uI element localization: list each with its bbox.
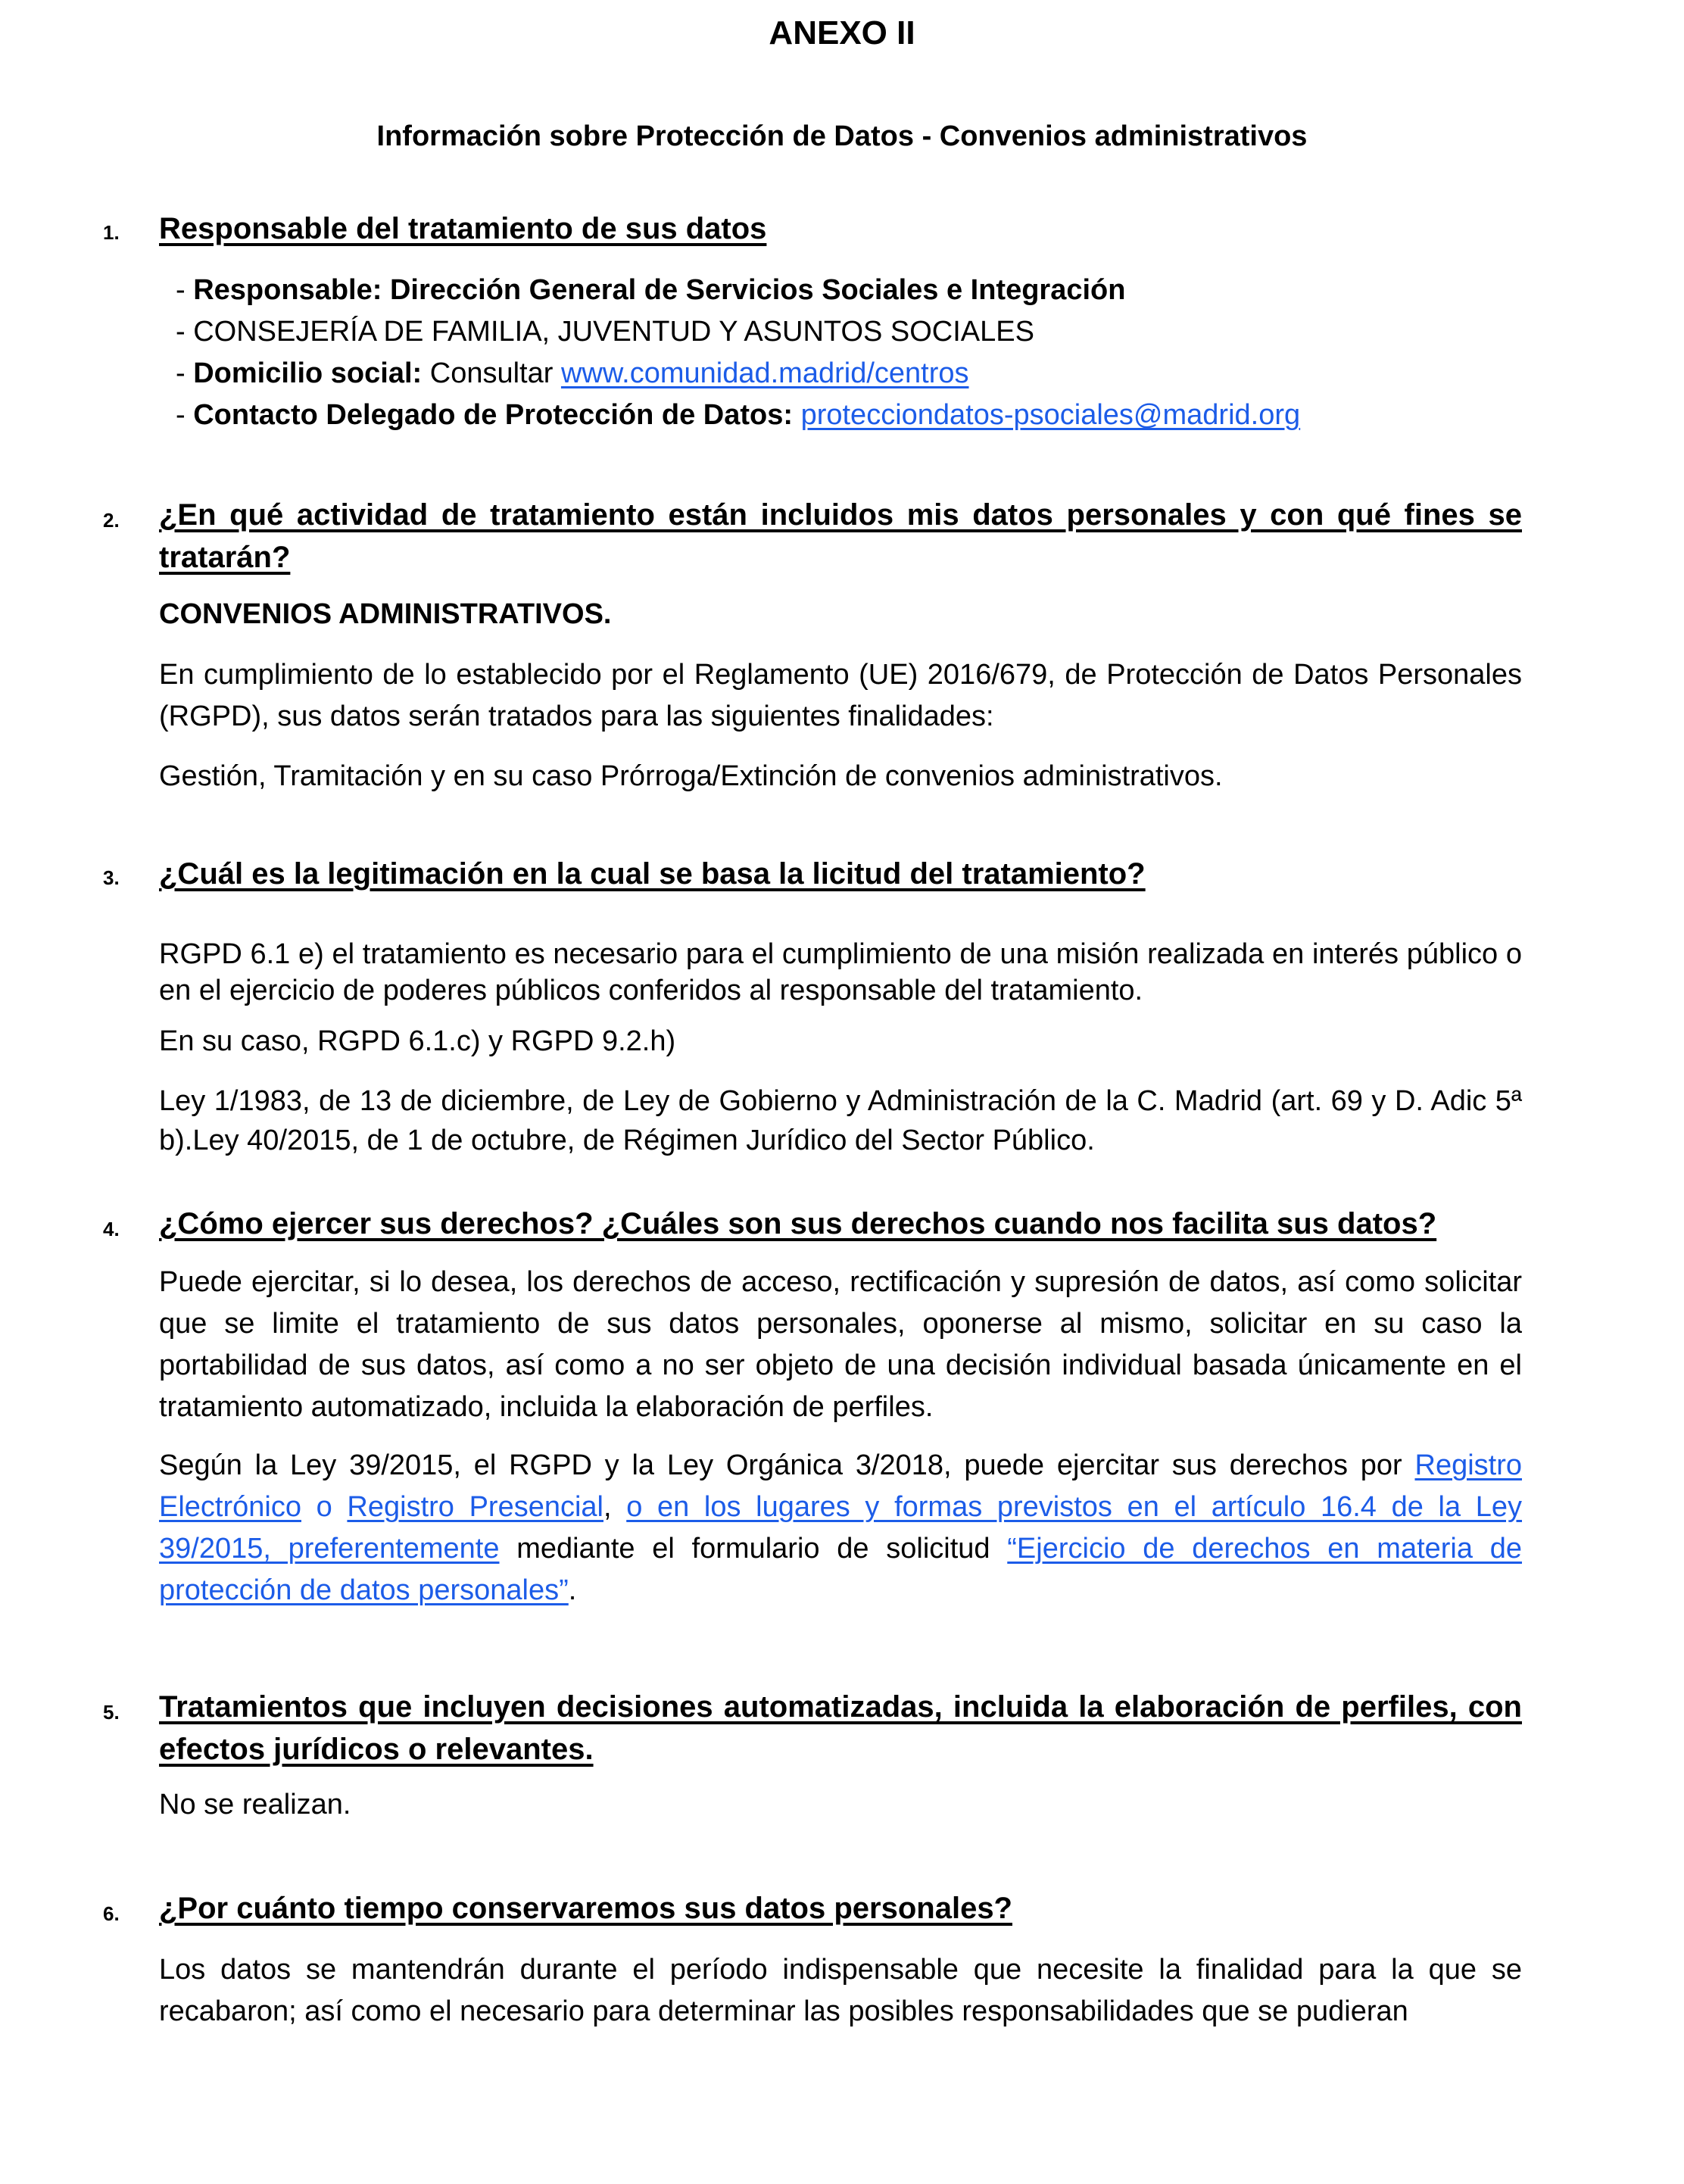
section-heading: ¿Cuál es la legitimación en la cual se basa la licitud del tratamiento? <box>159 857 1146 891</box>
paragraph: No se realizan. <box>159 1789 351 1821</box>
contacto-label: Contacto Delegado de Protección de Datos: <box>193 399 794 431</box>
rights-paragraph <box>159 1445 1522 1611</box>
paragraph: Gestión, Tramitación y en su caso Prórroga/Extinción de convenios administrativos. <box>159 760 1223 792</box>
list-item-domicilio <box>176 353 969 395</box>
list-dash: - <box>176 357 194 389</box>
paragraph: En su caso, RGPD 6.1.c) y RGPD 9.2.h) <box>159 1025 676 1057</box>
rights-text: . <box>568 1574 577 1606</box>
section-heading: ¿Por cuánto tiempo conservaremos sus datos personales? <box>159 1892 1012 1925</box>
section-subheading: CONVENIOS ADMINISTRATIVOS. <box>159 598 612 630</box>
section-heading: Tratamientos que incluyen decisiones automatizadas, incluida la elaboración de perfiles, con efectos jurídicos o relevantes. <box>159 1690 1522 1766</box>
rights-text: Según la Ley 39/2015, el RGPD y la Ley Orgánica 3/2018, puede ejercitar sus derechos por <box>159 1449 1415 1481</box>
responsable-label: Responsable: Dirección General de Servicios Sociales e Integración <box>193 274 1126 306</box>
paragraph: Los datos se mantendrán durante el período indispensable que necesite la finalidad para la que se recabaron; así como el necesario para determinar las posibles responsabilidades que se pudieran <box>159 1954 1522 2027</box>
paragraph: Puede ejercitar, si lo desea, los derechos de acceso, rectificación y supresión de datos, así como solicitar que se limite el tratamiento de sus datos personales, oponerse al mismo, solicitar en su caso la portabilidad de sus datos, así como a no ser objeto de una decisión individual basada únicamente en el tratamiento automatizado, incluida la elaboración de perfiles. <box>159 1266 1522 1423</box>
section-heading: ¿Cómo ejercer sus derechos? ¿Cuáles son sus derechos cuando nos facilita sus datos? <box>159 1207 1437 1240</box>
consejeria-text: CONSEJERÍA DE FAMILIA, JUVENTUD Y ASUNTOS SOCIALES <box>193 316 1034 348</box>
section-heading: Responsable del tratamiento de sus datos <box>159 212 767 245</box>
paragraph: Ley 1/1983, de 13 de diciembre, de Ley de Gobierno y Administración de la C. Madrid (art. 69 y D. Adic 5ª b).Ley 40/2015, de 1 de octubre, de Régimen Jurídico del Sector Público. <box>159 1085 1522 1156</box>
section-number: 3. <box>103 866 120 889</box>
section-number: 1. <box>103 221 120 244</box>
list-item-consejeria <box>176 311 1034 353</box>
dpd-email-link[interactable]: protecciondatos-psociales@madrid.org <box>800 399 1301 431</box>
paragraph: RGPD 6.1 e) el tratamiento es necesario para el cumplimiento de una misión realizada en interés público o en el ejercicio de poderes públicos conferidos al responsable del tratamiento. <box>159 938 1522 1006</box>
contacto-spacer <box>793 399 801 431</box>
list-dash: - <box>176 316 194 348</box>
registro-electronico-link[interactable]: Registro Electrónico <box>159 1449 1522 1523</box>
paragraph: En cumplimiento de lo establecido por el Reglamento (UE) 2016/679, de Protección de Datos Personales (RGPD), sus datos serán tratados para las siguientes finalidades: <box>159 659 1522 732</box>
rights-text: o <box>301 1491 348 1523</box>
section-number: 4. <box>103 1218 120 1240</box>
section-number: 5. <box>103 1701 120 1724</box>
section-number: 6. <box>103 1902 120 1925</box>
articulo-16-4-link[interactable]: o en los lugares y formas previstos en el artículo 16.4 de la Ley 39/2015, preferentemente <box>159 1491 1523 1565</box>
section-number: 2. <box>103 509 120 532</box>
section-heading: ¿En qué actividad de tratamiento están incluidos mis datos personales y con qué fines se tratarán? <box>159 498 1522 574</box>
rights-text: , <box>603 1491 627 1523</box>
centros-link[interactable]: www.comunidad.madrid/centros <box>560 357 969 389</box>
list-item-contacto-dpd <box>176 395 1300 436</box>
list-dash: - <box>176 274 194 306</box>
rights-text: mediante el formulario de solicitud <box>499 1533 1008 1565</box>
document-title: Información sobre Protección de Datos - Convenios administrativos <box>376 120 1308 152</box>
annex-title: ANEXO II <box>769 14 915 51</box>
list-item-responsable <box>176 270 1125 311</box>
domicilio-label: Domicilio social: <box>193 357 423 389</box>
formulario-derechos-link[interactable]: “Ejercicio de derechos en materia de protección de datos personales” <box>159 1533 1522 1606</box>
list-dash: - <box>176 399 194 431</box>
registro-presencial-link[interactable]: Registro Presencial <box>347 1491 603 1523</box>
domicilio-text: Consultar <box>422 357 561 389</box>
